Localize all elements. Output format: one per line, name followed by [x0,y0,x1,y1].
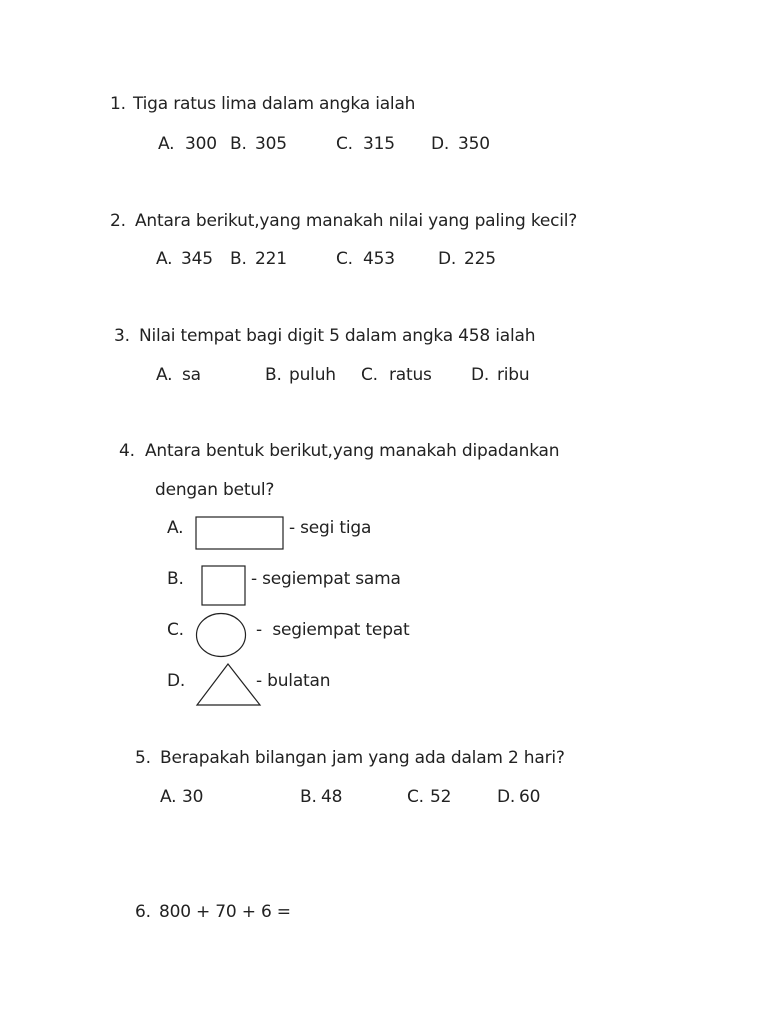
q6-number: 6. [135,902,151,922]
q2-option-b-value: 221 [255,249,287,269]
q4-text-line1: Antara bentuk berikut,yang manakah dipadankan [145,441,560,461]
q5-option-d-letter: D. [497,787,516,807]
q4-option-a-letter: A. [167,518,184,538]
q3-option-a-letter: A. [156,365,173,385]
q2-option-a-value: 345 [181,249,213,269]
q1-text: Tiga ratus lima dalam angka ialah [133,94,416,114]
q5-option-c-letter: C. [407,787,424,807]
q2-option-c-letter: C. [336,249,353,269]
q1-option-a-letter: A. [158,134,175,154]
q4-number: 4. [119,441,135,461]
rectangle-shape [195,516,285,550]
q1-option-a-value: 300 [185,134,217,154]
q1-option-b-value: 305 [255,134,287,154]
q1-option-d-letter: D. [431,134,450,154]
q5-option-d-value: 60 [519,787,541,807]
q3-option-c-letter: C. [361,365,378,385]
q2-option-c-value: 453 [363,249,395,269]
q2-option-d-letter: D. [438,249,457,269]
q2-number: 2. [110,211,126,231]
q3-option-b-value: puluh [289,365,336,385]
q3-option-b-letter: B. [265,365,282,385]
q2-option-a-letter: A. [156,249,173,269]
circle-shape [195,612,247,658]
q1-option-d-value: 350 [458,134,490,154]
q4-option-c-letter: C. [167,620,184,640]
q5-text: Berapakah bilangan jam yang ada dalam 2 hari? [160,748,565,768]
q5-option-a-value: 30 [182,787,204,807]
q4-option-c-label: - segiempat tepat [256,620,410,640]
q4-text-line2: dengan betul? [155,480,275,500]
q5-option-b-value: 48 [321,787,343,807]
q1-option-b-letter: B. [230,134,247,154]
q5-number: 5. [135,748,151,768]
q6-text: 800 + 70 + 6 = [159,902,291,922]
q4-option-a-label: - segi tiga [289,518,372,538]
q2-option-d-value: 225 [464,249,496,269]
q5-option-c-value: 52 [430,787,452,807]
q4-option-b-letter: B. [167,569,184,589]
q3-text: Nilai tempat bagi digit 5 dalam angka 458 ialah [139,326,536,346]
q3-option-d-letter: D. [471,365,490,385]
q1-option-c-value: 315 [363,134,395,154]
q4-option-b-label: - segiempat sama [251,569,401,589]
q5-option-b-letter: B. [300,787,317,807]
square-shape [201,565,247,607]
q3-option-a-value: sa [182,365,201,385]
q1-number: 1. [110,94,126,114]
q3-option-d-value: ribu [497,365,530,385]
q3-number: 3. [114,326,130,346]
q1-option-c-letter: C. [336,134,353,154]
q2-option-b-letter: B. [230,249,247,269]
q2-text: Antara berikut,yang manakah nilai yang paling kecil? [135,211,578,231]
q4-option-d-letter: D. [167,671,186,691]
triangle-shape [195,662,263,707]
q3-option-c-value: ratus [389,365,432,385]
q4-option-d-label: - bulatan [256,671,331,691]
q5-option-a-letter: A. [160,787,177,807]
